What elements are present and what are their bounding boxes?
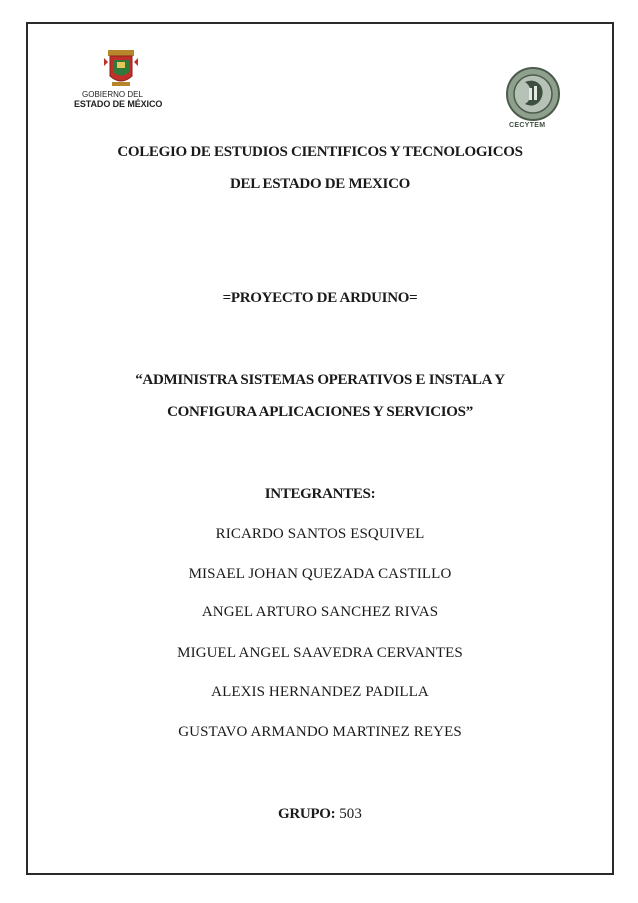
member-name: RICARDO SANTOS ESQUIVEL xyxy=(215,526,425,542)
subject-line1: “ADMINISTRA SISTEMAS OPERATIVOS E INSTALA Y xyxy=(135,372,505,388)
member-name: MIGUEL ANGEL SAAVEDRA CERVANTES xyxy=(177,645,463,661)
gov-logo-line1: GOBIERNO DEL xyxy=(82,90,143,99)
member-name: MISAEL JOHAN QUEZADA CASTILLO xyxy=(188,566,452,582)
group-value: 503 xyxy=(339,806,363,822)
school-name-line1: COLEGIO DE ESTUDIOS CIENTIFICOS Y TECNOLOGICOS xyxy=(117,144,523,160)
group-label: GRUPO: xyxy=(277,806,336,822)
gov-logo-line2: ESTADO DE MÉXICO xyxy=(74,99,163,109)
school-name-line2: DEL ESTADO DE MEXICO xyxy=(229,176,410,192)
member-name: GUSTAVO ARMANDO MARTINEZ REYES xyxy=(178,724,462,740)
subject-line2: CONFIGURA APLICACIONES Y SERVICIOS” xyxy=(167,404,473,420)
group-line xyxy=(26,806,614,823)
cecytem-logo-text: CECYTEM xyxy=(509,122,546,129)
cecytem-logo xyxy=(503,66,563,126)
members-heading: INTEGRANTES: xyxy=(264,486,376,502)
project-title: =PROYECTO DE ARDUINO= xyxy=(222,290,418,306)
member-name: ANGEL ARTURO SANCHEZ RIVAS xyxy=(201,604,439,620)
member-name: ALEXIS HERNANDEZ PADILLA xyxy=(211,684,429,700)
